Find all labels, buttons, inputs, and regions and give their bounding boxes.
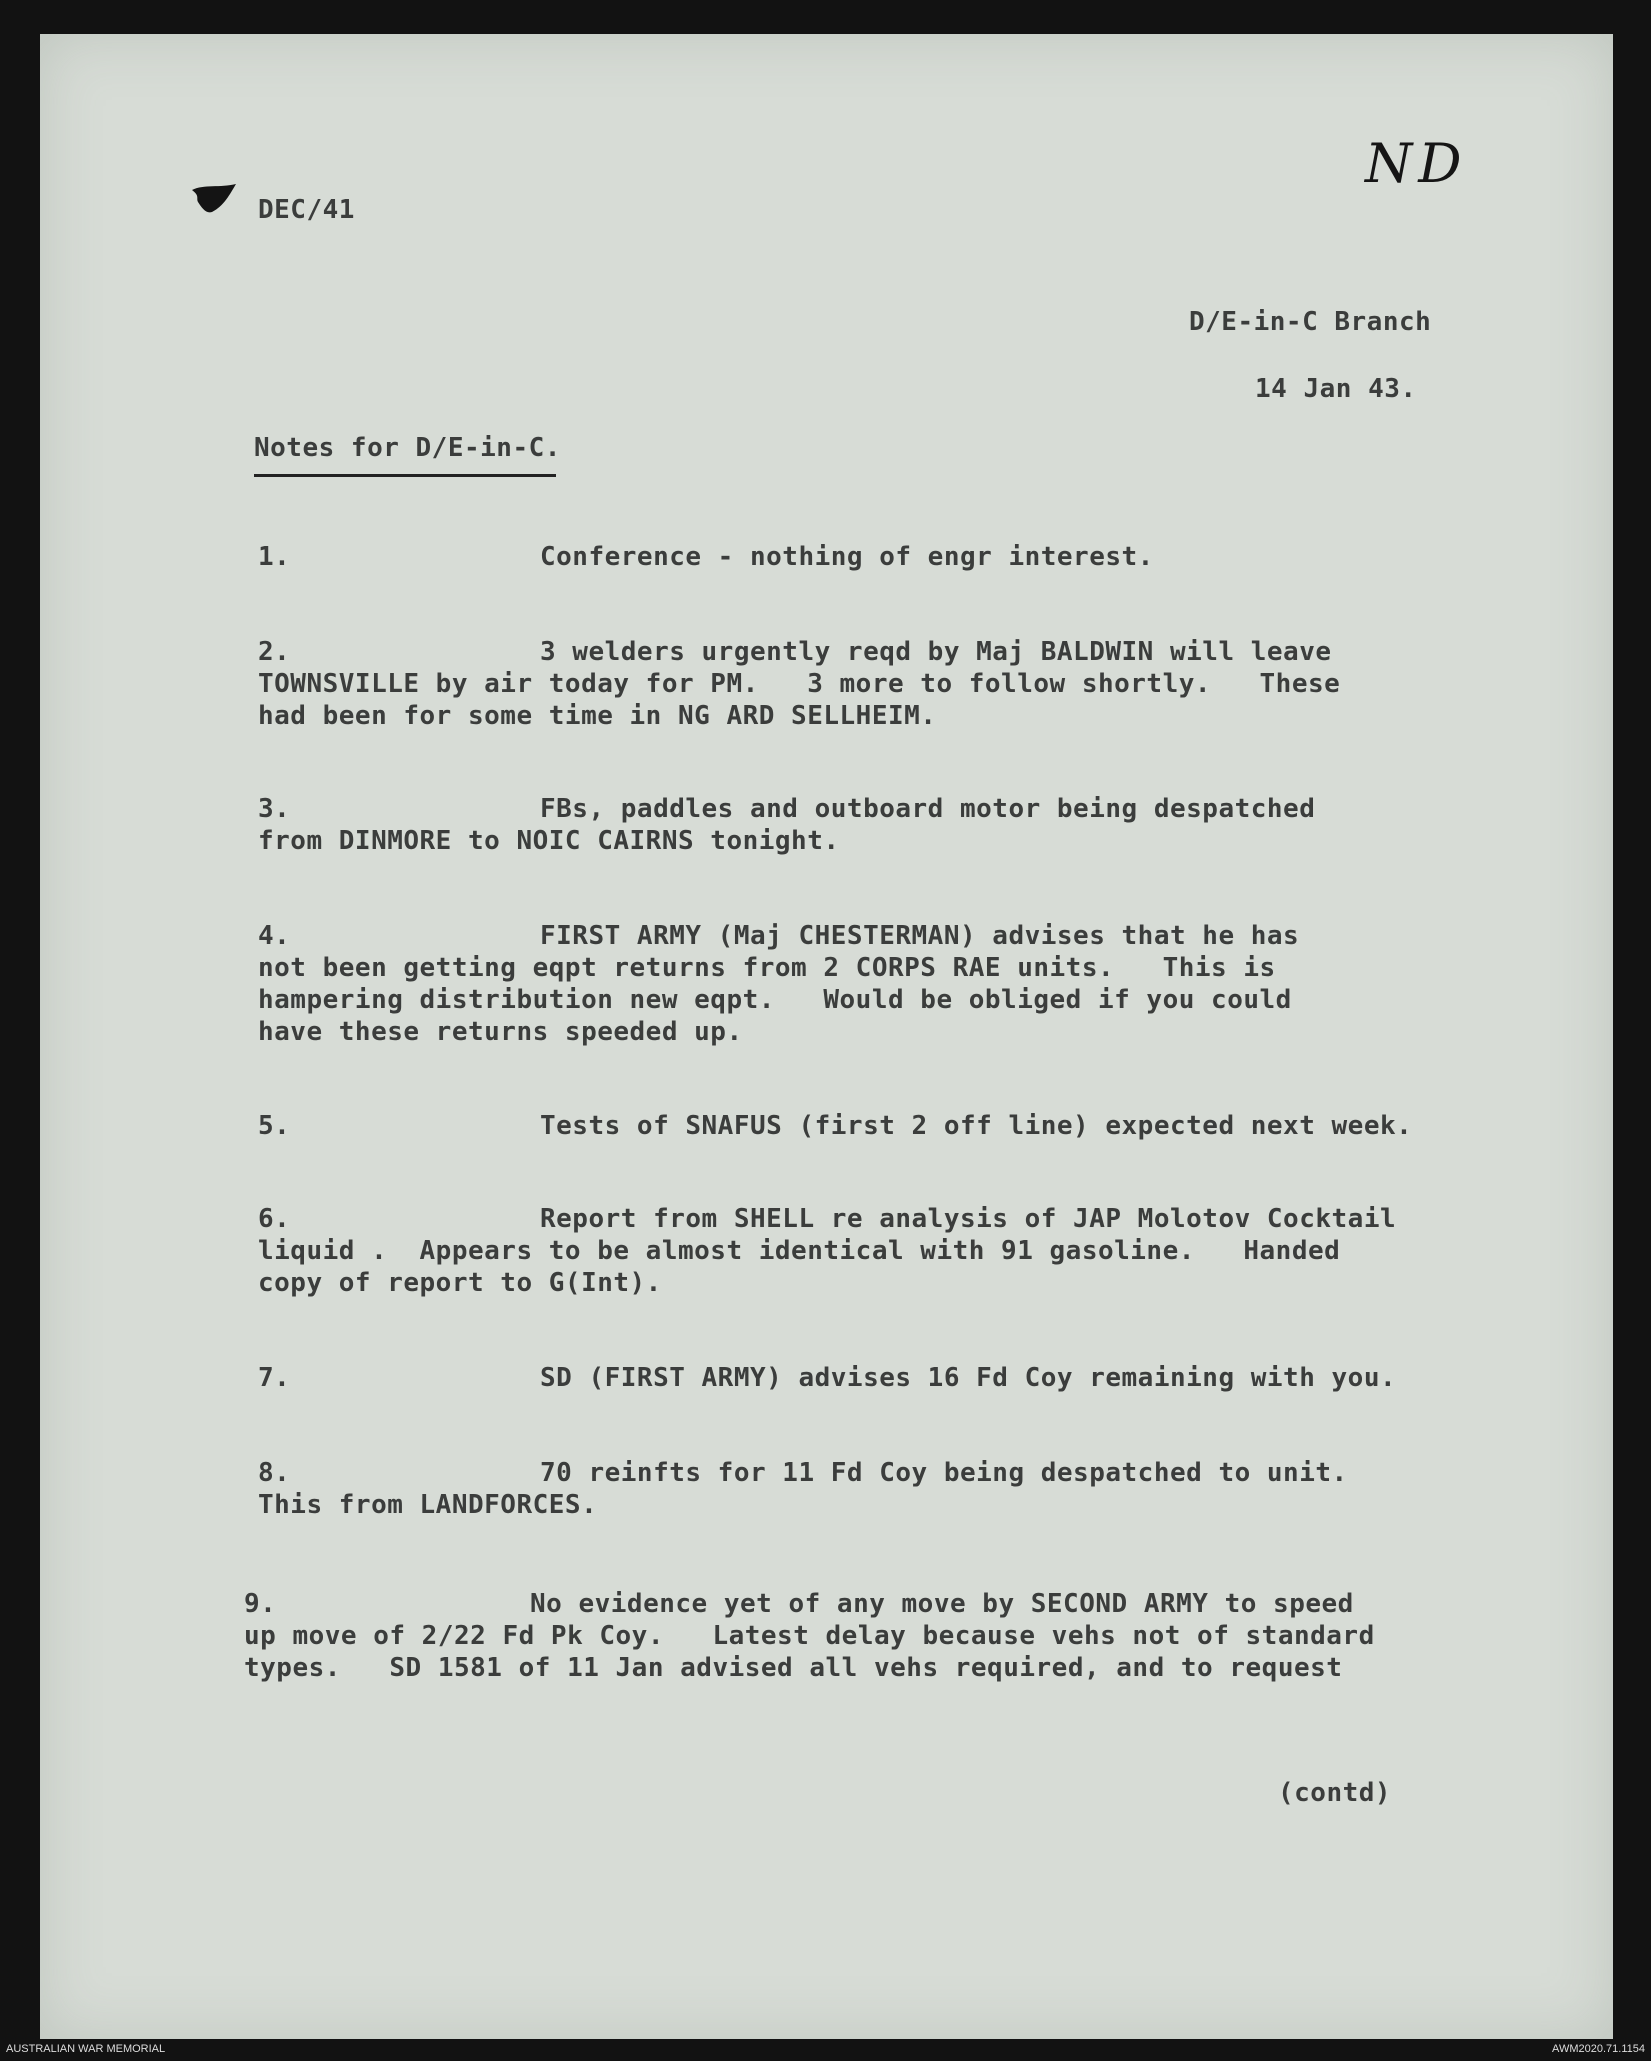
continued-note: (contd) <box>1278 1778 1392 1808</box>
item-line: have these returns speeded up. <box>258 1017 743 1047</box>
item-line: This from LANDFORCES. <box>258 1490 598 1520</box>
item-number: 7. <box>258 1363 291 1393</box>
item-number: 6. <box>258 1204 291 1234</box>
item-number: 3. <box>258 794 291 824</box>
item-number: 1. <box>258 542 291 572</box>
heading-underline <box>254 474 556 477</box>
item-line: from DINMORE to NOIC CAIRNS tonight. <box>258 826 840 856</box>
document-date: 14 Jan 43. <box>1255 374 1417 404</box>
item-line: hampering distribution new eqpt. Would be obliged if you could <box>258 985 1292 1015</box>
item-number: 5. <box>258 1111 291 1141</box>
item-line: not been getting eqpt returns from 2 CORPS RAE units. This is <box>258 953 1276 983</box>
item-number: 9. <box>244 1589 277 1619</box>
file-reference: DEC/41 <box>258 195 355 225</box>
item-line: 70 reinfts for 11 Fd Coy being despatched to unit. <box>540 1458 1348 1488</box>
ink-blot-icon <box>190 182 238 216</box>
item-line: Report from SHELL re analysis of JAP Molotov Cocktail <box>540 1204 1397 1234</box>
handwritten-mark: ND <box>1365 132 1468 195</box>
item-line: TOWNSVILLE by air today for PM. 3 more to follow shortly. These <box>258 669 1341 699</box>
item-number: 2. <box>258 637 291 667</box>
item-line: FBs, paddles and outboard motor being despatched <box>540 794 1316 824</box>
item-line: Tests of SNAFUS (first 2 off line) expected next week. <box>540 1111 1413 1141</box>
item-line: No evidence yet of any move by SECOND ARMY to speed <box>530 1589 1354 1619</box>
footer-accession-number: AWM2020.71.1154 <box>1552 2043 1645 2055</box>
item-line: 3 welders urgently reqd by Maj BALDWIN will leave <box>540 637 1332 667</box>
item-number: 8. <box>258 1458 291 1488</box>
archive-footer <box>0 2039 1651 2061</box>
item-line: SD (FIRST ARMY) advises 16 Fd Coy remaining with you. <box>540 1363 1397 1393</box>
item-line: types. SD 1581 of 11 Jan advised all vehs required, and to request <box>244 1653 1343 1683</box>
document-heading: Notes for D/E-in-C. <box>254 433 561 463</box>
item-number: 4. <box>258 921 291 951</box>
branch-name: D/E-in-C Branch <box>1189 307 1432 337</box>
item-line: copy of report to G(Int). <box>258 1268 662 1298</box>
item-line: Conference - nothing of engr interest. <box>540 542 1154 572</box>
item-line: FIRST ARMY (Maj CHESTERMAN) advises that he has <box>540 921 1300 951</box>
item-line: up move of 2/22 Fd Pk Coy. Latest delay because vehs not of standard <box>244 1621 1375 1651</box>
item-line: liquid . Appears to be almost identical with 91 gasoline. Handed <box>258 1236 1341 1266</box>
item-line: had been for some time in NG ARD SELLHEIM. <box>258 701 937 731</box>
footer-institution: AUSTRALIAN WAR MEMORIAL <box>6 2043 166 2055</box>
